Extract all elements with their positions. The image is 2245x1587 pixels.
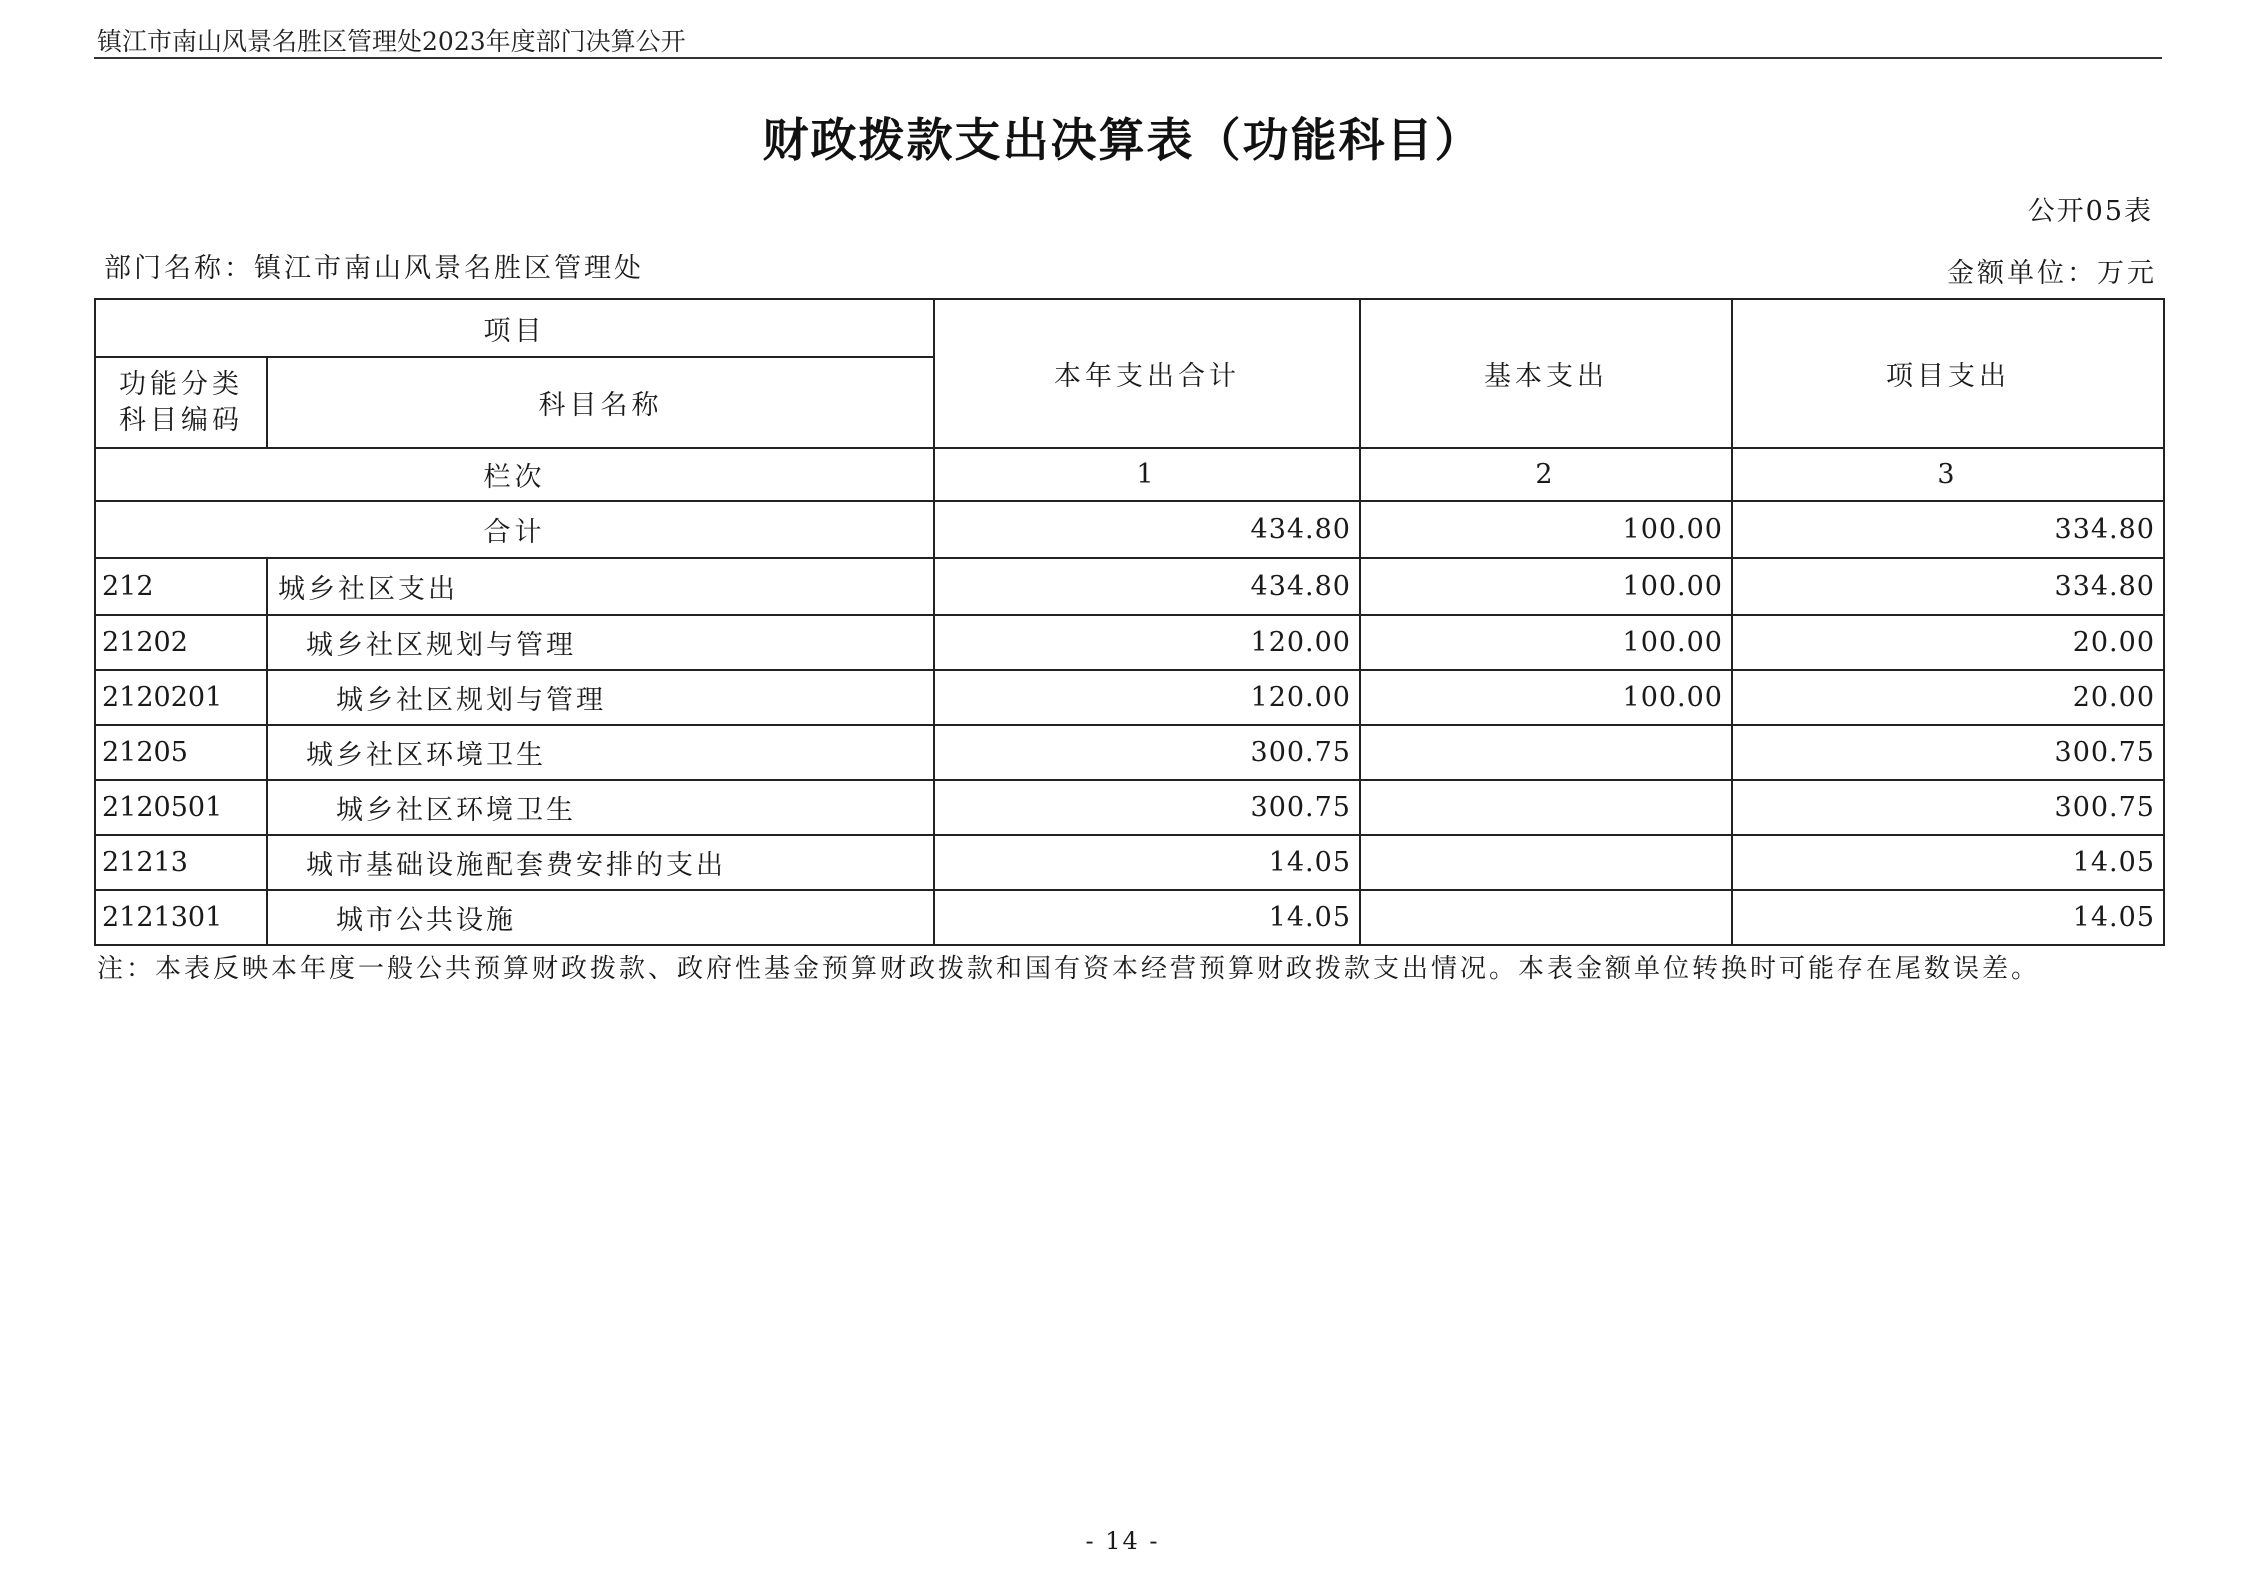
row-basic: 100.00 (1360, 670, 1732, 725)
header-row-top (95, 299, 2164, 357)
row-name: 城乡社区规划与管理 (267, 670, 934, 725)
table-row (95, 670, 2164, 725)
table-row (95, 780, 2164, 835)
row-total: 14.05 (934, 835, 1360, 890)
table-footnote: 注：本表反映本年度一般公共预算财政拨款、政府性基金预算财政拨款和国有资本经营预算财政拨款支出情况。本表金额单位转换时可能存在尾数误差。 (97, 954, 2041, 984)
row-project: 300.75 (1732, 725, 2164, 780)
name-column-header: 科目名称 (267, 357, 934, 448)
row-total: 14.05 (934, 890, 1360, 945)
index-col-1: 1 (934, 448, 1360, 501)
row-code: 21205 (95, 725, 267, 780)
row-basic (1360, 725, 1732, 780)
row-code: 2121301 (95, 890, 267, 945)
row-name: 城乡社区规划与管理 (267, 615, 934, 670)
row-project: 20.00 (1732, 615, 2164, 670)
table-row (95, 835, 2164, 890)
code-header-line2: 科目编码 (119, 404, 243, 436)
row-project: 14.05 (1732, 835, 2164, 890)
project-column-header: 项目支出 (1732, 299, 2164, 448)
table-row (95, 615, 2164, 670)
index-row (95, 448, 2164, 501)
row-name: 城乡社区环境卫生 (267, 725, 934, 780)
amount-unit: 金额单位：万元 (1947, 258, 2157, 289)
budget-table (94, 298, 2165, 946)
total-basic: 100.00 (1360, 501, 1732, 558)
row-basic (1360, 835, 1732, 890)
row-name: 城乡社区环境卫生 (267, 780, 934, 835)
row-name: 城市基础设施配套费安排的支出 (267, 835, 934, 890)
form-number: 公开05表 (2027, 196, 2153, 227)
row-code: 21213 (95, 835, 267, 890)
row-total: 300.75 (934, 725, 1360, 780)
total-label: 合计 (95, 501, 934, 558)
code-column-header (95, 357, 267, 448)
row-project: 20.00 (1732, 670, 2164, 725)
row-basic: 100.00 (1360, 558, 1732, 615)
index-label: 栏次 (95, 448, 934, 501)
row-code: 2120501 (95, 780, 267, 835)
row-project: 300.75 (1732, 780, 2164, 835)
total-row (95, 501, 2164, 558)
total-column-header: 本年支出合计 (934, 299, 1360, 448)
basic-column-header: 基本支出 (1360, 299, 1732, 448)
department-name: 部门名称：镇江市南山风景名胜区管理处 (104, 253, 644, 284)
total-amount: 434.80 (934, 501, 1360, 558)
row-total: 120.00 (934, 670, 1360, 725)
header-rule (94, 57, 2162, 59)
code-header-line1: 功能分类 (119, 368, 243, 400)
row-code: 212 (95, 558, 267, 615)
running-header: 镇江市南山风景名胜区管理处2023年度部门决算公开 (97, 27, 686, 56)
project-header: 项目 (95, 299, 934, 357)
row-basic (1360, 780, 1732, 835)
row-total: 300.75 (934, 780, 1360, 835)
row-name: 城市公共设施 (267, 890, 934, 945)
row-total: 434.80 (934, 558, 1360, 615)
total-project: 334.80 (1732, 501, 2164, 558)
row-basic: 100.00 (1360, 615, 1732, 670)
row-project: 14.05 (1732, 890, 2164, 945)
table-row (95, 890, 2164, 945)
page-title: 财政拨款支出决算表（功能科目） (762, 113, 1483, 167)
row-project: 334.80 (1732, 558, 2164, 615)
table-row (95, 558, 2164, 615)
page-number: - 14 - (1085, 1527, 1160, 1555)
index-col-3: 3 (1732, 448, 2164, 501)
row-code: 2120201 (95, 670, 267, 725)
table-row (95, 725, 2164, 780)
row-basic (1360, 890, 1732, 945)
index-col-2: 2 (1360, 448, 1732, 501)
row-name: 城乡社区支出 (267, 558, 934, 615)
row-code: 21202 (95, 615, 267, 670)
row-total: 120.00 (934, 615, 1360, 670)
